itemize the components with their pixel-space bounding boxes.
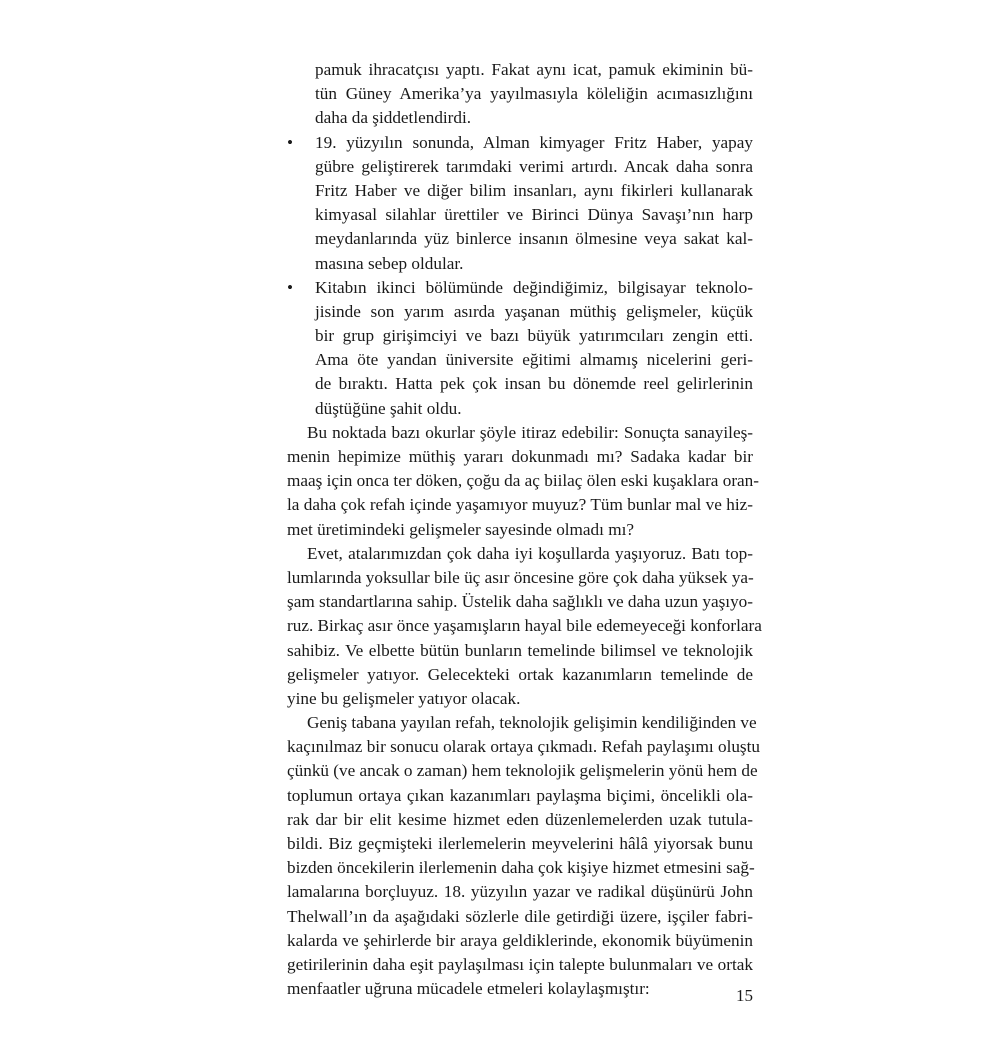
- text-line: gelişmeler yatıyor. Gelecekteki ortak kazanımların temelinde de: [287, 664, 753, 684]
- text-line: menfaatler uğruna mücadele etmeleri kolaylaşmıştır:: [287, 979, 650, 999]
- text-line: la daha çok refah içinde yaşamıyor muyuz? Tüm bunlar mal ve hiz-: [287, 495, 753, 515]
- text-line: ruz. Birkaç asır önce yaşamışların hayal bile edemeyeceği konforlara: [287, 616, 762, 636]
- bullet-marker: •: [287, 277, 294, 297]
- text-line: Thelwall’ın da aşağıdaki sözlerle dile getirdiği üzere, işçiler fabri-: [287, 906, 753, 926]
- bullet-item: [287, 276, 753, 421]
- text-line: Geniş tabana yayılan refah, teknolojik gelişimin kendiliğinden ve: [307, 713, 757, 733]
- text-line: pamuk ihracatçısı yaptı. Fakat aynı icat, pamuk ekiminin bü-: [315, 60, 753, 79]
- text-line: çünkü (ve ancak o zaman) hem teknolojik gelişmelerin yönü hem de: [287, 761, 758, 781]
- text-line: sahibiz. Ve elbette bütün bunların temelinde bilimsel ve teknolojik: [287, 640, 753, 660]
- text-line: met üretimindeki gelişmeler sayesinde olmadı mı?: [287, 519, 634, 539]
- text-line: maaş için onca ter döken, çoğu da aç biilaç ölen eski kuşaklara oran-: [287, 471, 759, 491]
- text-line: lamalarına borçluyuz. 18. yüzyılın yazar ve radikal düşünürü John: [287, 882, 753, 902]
- text-line: düştüğüne şahit oldu.: [315, 398, 462, 418]
- continuation-text: [287, 58, 753, 131]
- text-line: jisinde son yarım asırda yaşanan müthiş gelişmeler, küçük: [315, 301, 753, 321]
- text-line: getirilerinin daha eşit paylaşılması için talepte bulunmaları ve ortak: [287, 954, 753, 974]
- text-line: Bu noktada bazı okurlar şöyle itiraz edebilir: Sonuçta sanayileş-: [307, 422, 753, 442]
- text-line: kimyasal silahlar ürettiler ve Birinci Dünya Savaşı’nın harp: [315, 205, 753, 225]
- page-number: 15: [736, 986, 753, 1005]
- text-line: daha da şiddetlendirdi.: [315, 108, 472, 128]
- bullet-item: [287, 131, 753, 276]
- text-line: bir grup girişimciyi ve bazı büyük yatırımcıları zengin etti.: [315, 326, 753, 346]
- text-line: Evet, atalarımızdan çok daha iyi koşullarda yaşıyoruz. Batı top-: [307, 543, 753, 563]
- paragraph: [287, 711, 760, 1001]
- text-line: kalarda ve şehirlerde bir araya geldiklerinde, ekonomik büyümenin: [287, 930, 753, 950]
- text-line: bildi. Biz geçmişteki ilerlemelerin meyvelerini hâlâ yiyorsak bunu: [287, 834, 753, 853]
- text-line: gübre geliştirerek tarımdaki verimi artırdı. Ancak daha sonra: [315, 156, 753, 176]
- paragraph: [287, 542, 762, 711]
- bullet-marker: •: [287, 132, 294, 152]
- text-line: 19. yüzyılın sonunda, Alman kimyager Fritz Haber, yapay: [315, 132, 753, 152]
- text-line: Kitabın ikinci bölümünde değindiğimiz, bilgisayar teknolo-: [315, 277, 753, 297]
- text-line: lumlarında yoksullar bile üç asır öncesine göre çok daha yüksek ya-: [287, 567, 754, 587]
- paragraph: [287, 421, 759, 542]
- text-line: rak dar bir elit kesime hizmet eden düzenlemelerden uzak tutula-: [287, 809, 753, 829]
- text-line: kaçınılmaz bir sonucu olarak ortaya çıkmadı. Refah paylaşımı oluştu: [287, 737, 760, 757]
- text-line: meydanlarında yüz binlerce insanın ölmesine veya sakat kal-: [315, 229, 753, 249]
- text-line: menin hepimize müthiş yararı dokunmadı mı? Sadaka kadar bir: [287, 447, 753, 466]
- text-line: de bıraktı. Hatta pek çok insan bu dönemde reel gelirlerinin: [315, 374, 753, 394]
- page-body: [287, 58, 762, 1001]
- text-line: Fritz Haber ve diğer bilim insanları, aynı fikirleri kullanarak: [315, 180, 753, 200]
- text-line: Ama öte yandan üniversite eğitimi almamış nicelerini geri-: [315, 350, 753, 370]
- text-line: toplumun ortaya çıkan kazanımları paylaşma biçimi, öncelikli ola-: [287, 785, 753, 805]
- text-line: masına sebep oldular.: [315, 253, 464, 273]
- text-line: yine bu gelişmeler yatıyor olacak.: [287, 688, 521, 708]
- text-line: şam standartlarına sahip. Üstelik daha sağlıklı ve daha uzun yaşıyo-: [287, 592, 753, 612]
- text-line: bizden öncekilerin ilerlemenin daha çok kişiye hizmet etmesini sağ-: [287, 858, 755, 878]
- text-line: tün Güney Amerika’ya yayılmasıyla köleliğin acımasızlığını: [315, 84, 753, 104]
